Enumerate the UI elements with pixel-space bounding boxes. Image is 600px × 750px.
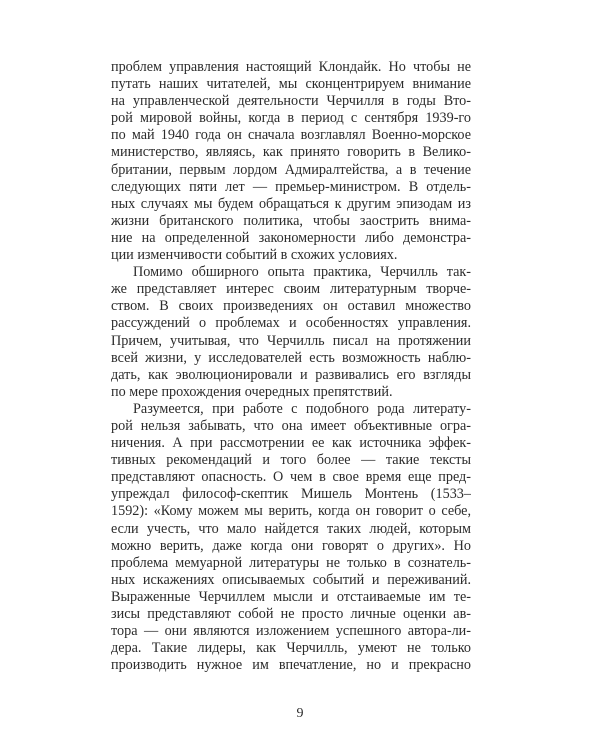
text-line: 1592): «Кому можем мы верить, когда он говорит о себе, — [111, 503, 471, 520]
text-line: жизни британского политика, чтобы заострить внима- — [111, 212, 471, 229]
text-line: британии, первым лордом Адмиралтейства, а в течение — [111, 161, 471, 178]
text-line: проблем управления настоящий Клондайк. Но чтобы не — [111, 59, 471, 75]
text-line: упреждал философ-скептик Мишель Монтень (1533– — [111, 486, 471, 503]
text-line: дать, как эволюционировали и развивались его взгляды — [111, 366, 471, 383]
text-line: ных случаях мы будем обращаться к другим эпизодам из — [111, 195, 471, 212]
text-line: путать наших читателей, мы сконцентрируем внимание — [111, 76, 471, 93]
text-line: ции изменчивости событий в схожих условиях. — [111, 247, 398, 264]
text-line: министерство, являясь, как принято говорить в Велико- — [111, 144, 471, 161]
page-number: 9 — [296, 706, 304, 721]
text-line: дера. Такие лидеры, как Черчилль, умеют не только — [111, 640, 471, 657]
text-line: проблема мемуарной литературы не только в сознатель- — [111, 554, 471, 571]
text-line: ных искажениях описываемых событий и переживаний. — [111, 571, 471, 588]
text-line: зисы представляют собой не просто личные оценки ав- — [111, 606, 471, 622]
text-line: всей жизни, у исследователей есть возможность наблю- — [111, 349, 471, 366]
text-line: же представляет интерес своим литературным творче- — [111, 281, 471, 298]
text-line: Причем, учитывая, что Черчилль писал на протяжении — [111, 332, 471, 349]
text-line: рой мировой войны, когда в период с сентября 1939-го — [111, 110, 471, 127]
text-line: следующих пяти лет — премьер-министром. В отдель- — [111, 178, 471, 195]
text-line: Помимо обширного опыта практика, Черчилль так- — [133, 264, 471, 281]
text-line: по май 1940 года он сначала возглавлял Военно-морское — [111, 127, 471, 144]
text-line: производить нужное им впечатление, но и прекрасно — [111, 657, 471, 674]
text-line: по мере прохождения очередных препятствий. — [111, 383, 393, 400]
text-line: тора — они являются изложением успешного автора-ли- — [111, 623, 471, 640]
paragraph — [111, 59, 471, 264]
text-line: рой нельзя забывать, что она имеет объективные огра- — [111, 417, 471, 434]
text-line: если учесть, что мало найдется таких людей, которым — [111, 520, 471, 537]
text-line: можно верить, даже когда они говорят о других». Но — [111, 537, 471, 554]
paragraph — [111, 264, 471, 401]
text-line: ничения. А при рассмотрении ее как источника эффек- — [111, 435, 471, 452]
text-line: на управленческой деятельности Черчилля в годы Вто- — [111, 93, 471, 110]
text-line: представляют опасность. О чем в свое время еще пред- — [111, 469, 471, 486]
text-line: Выраженные Черчиллем мысли и отстаиваемые им те- — [111, 588, 471, 605]
text-line: рассуждений о проблемах и особенностях управления. — [111, 315, 471, 332]
text-line: тивных рекомендаций и того более — такие тексты — [111, 452, 471, 469]
text-line: ние на определенной закономерности либо демонстра- — [111, 229, 471, 246]
body-text — [111, 59, 471, 674]
text-line: Разумеется, при работе с подобного рода литерату- — [133, 400, 471, 417]
text-line: ством. В своих произведениях он оставил множество — [111, 298, 471, 315]
paragraph — [111, 401, 471, 675]
